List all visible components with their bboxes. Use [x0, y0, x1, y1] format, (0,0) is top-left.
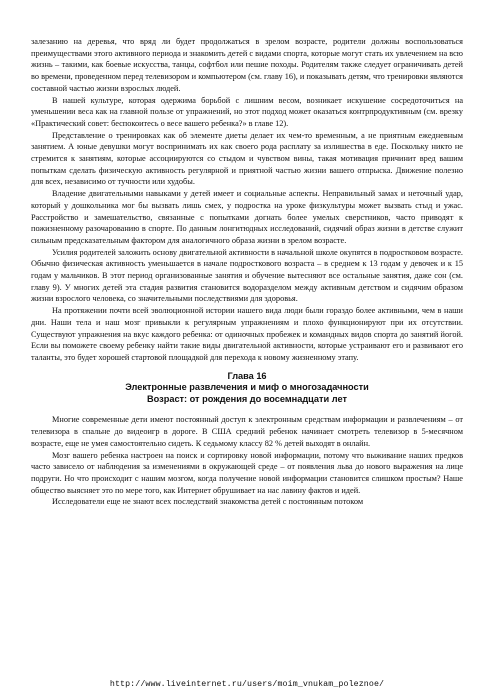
paragraph: Многие современные дети имеют постоянный доступ к электронным средствам информации и развлечениям – от телевизора в спальне до видеоигр в дороге. В США средний ребенок начинает смотреть телевизор в 5-месячном возрасте, еще не умея самостоятельно сидеть. К седьмому классу 82 % детей выходят в онлайн. — [31, 415, 463, 448]
chapter-heading — [31, 371, 463, 406]
source-url-link[interactable]: http://www.liveinternet.ru/users/moim_vnukam_poleznoe/ — [109, 680, 385, 689]
paragraph: залезанию на деревья, что вряд ли будет продолжаться в зрелом возрасте, родители должны воспользоваться преимуществами этого активного периода и знакомить детей с видами спорта, которые могут стать их увлечением на всю жизнь – такими, как боевые искусства, танцы, софтбол или пешие походы. Родителям также следует ограничивать детей во времени, проведенном перед телевизором и компьютером (см. главу 16), и показывать детям, что тренировки являются составной частью жизни взрослых людей. — [31, 37, 463, 93]
paragraph: В нашей культуре, которая одержима борьбой с лишним весом, возникает искушение сосредоточиться на уменьшении веса как на главной пользе от упражнений, но этот подход может оказаться контрпродуктивным (см. врезку «Практический совет: беспокоитесь о весе вашего ребенка?» в главе 12). — [31, 95, 463, 128]
paragraph: Исследователи еще не знают всех последствий знакомства детей с постоянным потоком — [52, 497, 364, 507]
paragraph: Усилия родителей заложить основу двигательной активности в начальной школе окупятся в подростковом возрасте. Обычно физическая активность уменьшается в начале подросткового возраста – в среднем к 13 годам у девочек и к 15 годам у мальчиков. В этот период организованные занятия и обучение вытесняют все остальные занятия, даже сон (см. главу 9). У многих детей эта стадия развития становится водоразделом между активным детством и сидячим образом жизни взрослого человека, со значительными последствиями для здоровья. — [31, 247, 464, 304]
paragraph: Владение двигательными навыками у детей имеет и социальные аспекты. Неправильный замах и неточный удар, который у дошкольника мог бы вызвать лишь смех, у подростка на уроке физкультуры может вызвать стыд и ужас. Расстройство и замешательство, связанные с попытками догнать более умелых сверстников, часто приводят к пожизненному разочарованию в спорте. По данным лонгитюдных исследований, сидячий образ жизни в детстве служит сильным предсказательным фактором для аналогичного образа жизни в зрелом возрасте. — [31, 189, 463, 245]
page-text — [31, 36, 463, 508]
paragraph: Представление о тренировках как об элементе диеты делает их чем-то временным, а не приятным ежедневным занятием. А юные девушки могут воспринимать их как своего рода расплату за излишества в еде. Поскольку никто не стремится к занятиям, которые ассоциируются со стыдом и чувством вины, такая мотивация причинит вред вашим попыткам сделать физическую активность регулярной и приятной частью жизни вашего отпрыска. Движение полезно для всех, независимо от тучности или худобы. — [31, 130, 463, 187]
chapter-subtitle: Возраст: от рождения до восемнадцати лет — [147, 393, 347, 404]
chapter-number: Глава 16 — [227, 370, 267, 381]
chapter-title: Электронные развлечения и миф о многозадачности — [125, 382, 369, 393]
paragraph: На протяжении почти всей эволюционной истории нашего вида люди были гораздо более активными, чем в наши дни. Наши тела и наш мозг привыкли к регулярным упражнениям и плохо функционируют при их отсутствии. Существуют упражнения на вкус каждого ребенка: от одиночных пробежек и командных видов спорта до занятий йогой. Если вы поможете своему ребенку найти такие виды двигательной активности, которые устраивают его и развивают его таланты, это будет хорошей стартовой площадкой для перехода к новому жизненному этапу. — [31, 306, 463, 362]
paragraph: Мозг вашего ребенка настроен на поиск и сортировку новой информации, потому что выживание наших предков часто зависело от наблюдения за изменениями в окружающей среде – от появления льва до нового выражения на лице подруги. Но что происходит с нашим мозгом, когда получение новой информации становится слишком простым? Наше общество выясняет это по мере того, как Интернет обрушивает на нас лавину фактов и идей. — [31, 450, 463, 495]
